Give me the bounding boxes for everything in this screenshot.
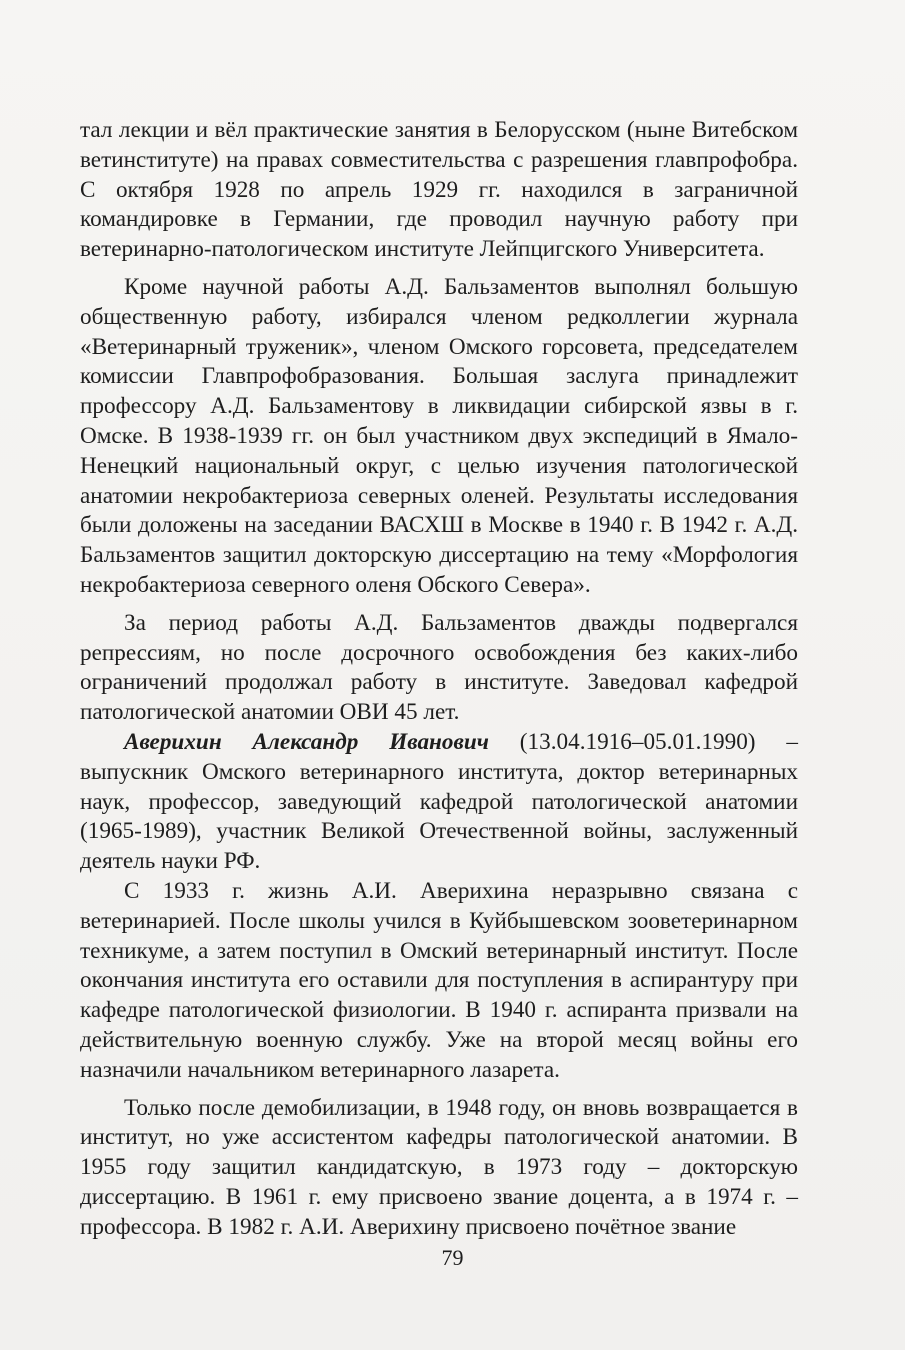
body-text xyxy=(80,116,798,1250)
paragraph-text: Только после демобилизации, в 1948 году, он вновь возвращается в институт, но уже ассистентом кафедры патологической анатомии. В 1955 году защитил кандидатскую, в 1973 году – докторскую диссертацию. В 1961 г. ему присвоено звание доцента, а в 1974 г. – профессора. В 1982 г. А.И. Аверихину присвоено почётное звание xyxy=(80,1094,798,1240)
page-number: 79 xyxy=(441,1245,464,1270)
paragraph-text: За период работы А.Д. Бальзаментов дважды подвергался репрессиям, но после досрочного освобождения без каких-либо ограничений продолжал работу в институте. Заведовал кафедрой патологической анатомии ОВИ 45 лет. xyxy=(80,609,798,726)
paragraph-early-life xyxy=(80,877,798,1086)
paragraph-continuation xyxy=(80,116,798,265)
paragraph-career xyxy=(80,1094,798,1243)
paragraph-public-work xyxy=(80,273,798,601)
paragraph-repressions xyxy=(80,609,798,728)
paragraph-text: Кроме научной работы А.Д. Бальзаментов выполнял большую общественную работу, избирался членом редколлегии журнала «Ветеринарный труженик», членом Омского горсовета, председателем комиссии Главпрофобразования. Большая заслуга принадлежит профессору А.Д. Бальзаментову в ликвидации сибирской язвы в г. Омске. В 1938-1939 гг. он был участником двух экспедиций в Ямало-Ненецкий национальный округ, с целью изучения патологической анатомии некробактериоза северных оленей. Результаты исследования были доложены на заседании ВАСХШ в Москве в 1940 г. В 1942 г. А.Д. Бальзаментов защитил докторскую диссертацию на тему «Морфология некробактериоза северного оленя Обского Севера». xyxy=(80,273,798,598)
paragraph-text: (13.04.1916–05.01.1990) – выпускник Омского ветеринарного института, доктор ветеринарных наук, профессор, заведующий кафедрой патологической анатомии (1965-1989), участник Великой Отечественной войны, заслуженный деятель науки РФ. xyxy=(80,728,798,875)
person-name: Аверихин Александр Иванович xyxy=(124,728,489,755)
paragraph-text: С 1933 г. жизнь А.И. Аверихина неразрывно связана с ветеринарией. После школы учился в Куйбышевском зооветеринарном техникуме, а затем поступил в Омский ветеринарный институт. После окончания института его оставили для поступления в аспирантуру при кафедре патологической физиологии. В 1940 г. аспиранта призвали на действительную военную службу. Уже на второй месяц войны его назначили начальником ветеринарного лазарета. xyxy=(80,877,798,1083)
paragraph-text: тал лекции и вёл практические занятия в Белорусском (ныне Витебском ветинституте) на правах совместительства с разрешения главпрофобра. С октября 1928 по апрель 1929 гг. находился в заграничной командировке в Германии, где проводил научную работу при ветеринарно-патологическом институте Лейпцигского Университета. xyxy=(80,117,798,263)
paragraph-averikhin-bio xyxy=(80,728,798,877)
